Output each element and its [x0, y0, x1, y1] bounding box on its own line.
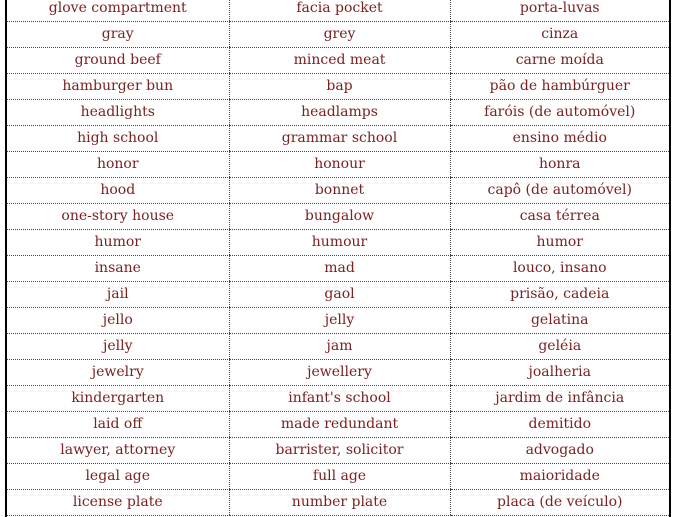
british-term-cell: infant's school	[229, 386, 450, 412]
table-row	[7, 152, 669, 178]
table-row	[7, 48, 669, 74]
table-row	[7, 360, 669, 386]
table-row	[7, 22, 669, 48]
american-term-cell: lawyer, attorney	[7, 438, 229, 464]
american-term-cell: license plate	[7, 490, 229, 516]
portuguese-term-cell: porta-luvas	[450, 0, 669, 22]
british-term-cell: headlamps	[229, 100, 450, 126]
american-term-cell: high school	[7, 126, 229, 152]
table-row	[7, 490, 669, 516]
american-term-cell: one-story house	[7, 204, 229, 230]
portuguese-term-cell: gelatina	[450, 308, 669, 334]
portuguese-term-cell: geléia	[450, 334, 669, 360]
british-term-cell: full age	[229, 464, 450, 490]
british-term-cell: mad	[229, 256, 450, 282]
british-term-cell: gaol	[229, 282, 450, 308]
american-term-cell: glove compartment	[7, 0, 229, 22]
vocabulary-table-body	[7, 0, 669, 516]
portuguese-term-cell: faróis (de automóvel)	[450, 100, 669, 126]
portuguese-term-cell: pão de hambúrguer	[450, 74, 669, 100]
american-term-cell: hamburger bun	[7, 74, 229, 100]
british-term-cell: jewellery	[229, 360, 450, 386]
american-term-cell: jail	[7, 282, 229, 308]
american-term-cell: ground beef	[7, 48, 229, 74]
british-term-cell: bap	[229, 74, 450, 100]
british-term-cell: humour	[229, 230, 450, 256]
table-row	[7, 74, 669, 100]
british-term-cell: bonnet	[229, 178, 450, 204]
british-term-cell: barrister, solicitor	[229, 438, 450, 464]
american-term-cell: legal age	[7, 464, 229, 490]
table-row	[7, 412, 669, 438]
portuguese-term-cell: honra	[450, 152, 669, 178]
british-term-cell: jam	[229, 334, 450, 360]
american-term-cell: humor	[7, 230, 229, 256]
british-term-cell: jelly	[229, 308, 450, 334]
portuguese-term-cell: prisão, cadeia	[450, 282, 669, 308]
british-term-cell: grammar school	[229, 126, 450, 152]
portuguese-term-cell: demitido	[450, 412, 669, 438]
portuguese-term-cell: louco, insano	[450, 256, 669, 282]
portuguese-term-cell: carne moída	[450, 48, 669, 74]
table-row	[7, 204, 669, 230]
british-term-cell: made redundant	[229, 412, 450, 438]
table-row	[7, 282, 669, 308]
table-row	[7, 438, 669, 464]
british-term-cell: number plate	[229, 490, 450, 516]
american-term-cell: jewelry	[7, 360, 229, 386]
american-term-cell: jelly	[7, 334, 229, 360]
portuguese-term-cell: ensino médio	[450, 126, 669, 152]
american-term-cell: jello	[7, 308, 229, 334]
portuguese-term-cell: jardim de infância	[450, 386, 669, 412]
portuguese-term-cell: cinza	[450, 22, 669, 48]
british-term-cell: grey	[229, 22, 450, 48]
portuguese-term-cell: advogado	[450, 438, 669, 464]
portuguese-term-cell: humor	[450, 230, 669, 256]
american-term-cell: insane	[7, 256, 229, 282]
american-term-cell: laid off	[7, 412, 229, 438]
american-term-cell: headlights	[7, 100, 229, 126]
vocabulary-table	[7, 0, 669, 516]
american-term-cell: gray	[7, 22, 229, 48]
table-row	[7, 178, 669, 204]
table-row	[7, 386, 669, 412]
portuguese-term-cell: joalheria	[450, 360, 669, 386]
portuguese-term-cell: placa (de veículo)	[450, 490, 669, 516]
portuguese-term-cell: maioridade	[450, 464, 669, 490]
portuguese-term-cell: casa térrea	[450, 204, 669, 230]
american-term-cell: honor	[7, 152, 229, 178]
table-row	[7, 0, 669, 22]
british-term-cell: honour	[229, 152, 450, 178]
table-row	[7, 230, 669, 256]
vocabulary-table-container	[5, 0, 671, 517]
american-term-cell: hood	[7, 178, 229, 204]
table-row	[7, 464, 669, 490]
portuguese-term-cell: capô (de automóvel)	[450, 178, 669, 204]
british-term-cell: bungalow	[229, 204, 450, 230]
table-row	[7, 334, 669, 360]
table-row	[7, 126, 669, 152]
british-term-cell: facia pocket	[229, 0, 450, 22]
table-row	[7, 308, 669, 334]
table-row	[7, 256, 669, 282]
british-term-cell: minced meat	[229, 48, 450, 74]
american-term-cell: kindergarten	[7, 386, 229, 412]
table-row	[7, 100, 669, 126]
